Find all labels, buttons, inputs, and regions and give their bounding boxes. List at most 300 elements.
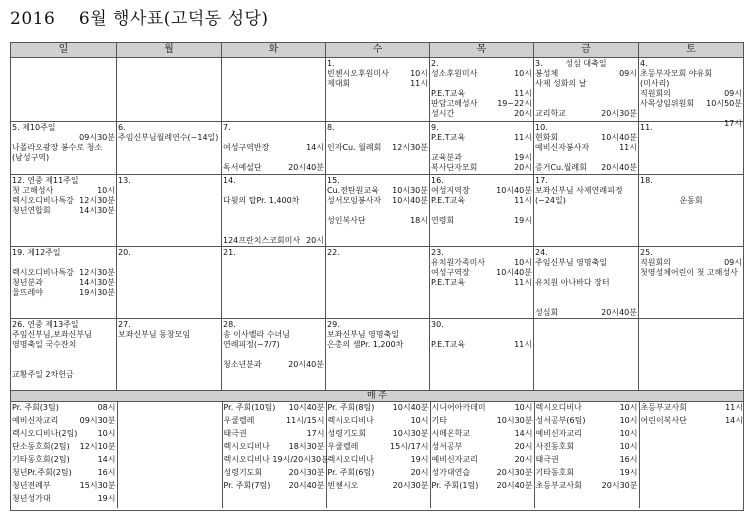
event-text: 19. 제12주일 [12, 248, 61, 258]
weekly-event-text: 청년전례부 [12, 480, 51, 490]
event-text: Cu.전탄원교육 [327, 186, 379, 196]
event-line [12, 248, 115, 258]
day-cell [11, 175, 117, 247]
event-text: 빈첸시오후원미사 [327, 69, 389, 78]
event-text: P.E.T교육 [431, 278, 466, 288]
weekly-event-text: 기타동호회 [535, 467, 575, 477]
event-line [431, 268, 532, 278]
event-text: 청소년분과 [223, 359, 262, 369]
weekly-event-time: 18시30분 [288, 441, 325, 451]
week-row [11, 247, 744, 319]
weekly-event-text: 어린이복사단 [640, 415, 687, 425]
event-time: 11시 [514, 132, 532, 142]
weekly-event-line [12, 494, 116, 504]
weekly-event-time: 12시10분 [79, 441, 116, 451]
weekly-event-line [536, 468, 638, 478]
weekday-thu: 목 [430, 43, 534, 58]
event-text: 성서모임봉사자 [327, 196, 382, 206]
weekly-event-line [224, 442, 325, 452]
event-line [535, 79, 637, 89]
weekly-event-line [432, 481, 533, 491]
event-line [431, 176, 532, 186]
event-text: 보좌신부님 동창모임 [118, 329, 191, 339]
event-text: P.E.T교육 [431, 196, 466, 206]
event-line [431, 89, 532, 99]
event-line [431, 216, 532, 226]
weekly-event-line [432, 442, 533, 452]
event-line [118, 330, 220, 340]
week-row [11, 318, 744, 390]
event-line [535, 163, 637, 173]
event-time: 09시 [724, 258, 742, 268]
calendar-table [10, 42, 744, 511]
weekly-event-line [12, 416, 116, 426]
weekly-event-text: 기타동호회(2팀) [12, 454, 70, 464]
weekly-event-text: 우쿨렐레 [327, 441, 359, 451]
weekly-event-line [536, 442, 638, 452]
event-line [327, 176, 428, 186]
weekly-event-line [432, 468, 533, 478]
weekly-event-time: 10시 [619, 441, 638, 451]
weekly-event-text: Pr. 주회(7팀) [223, 480, 271, 490]
weekly-cell [534, 402, 639, 508]
day-cell [326, 247, 430, 319]
weekly-event-line [536, 403, 638, 413]
event-line [223, 330, 324, 340]
weekly-event-time: 16시 [619, 454, 638, 464]
weekly-event-text: 렉시오디비나 [535, 402, 582, 412]
event-time: 17시 [724, 119, 742, 128]
weekly-event-line [328, 442, 429, 452]
weekly-event-line [536, 481, 638, 491]
weekly-event-line [223, 454, 329, 465]
event-line [12, 133, 115, 143]
weekday-mon: 월 [117, 43, 222, 58]
weekly-event-line [536, 416, 638, 426]
weekly-event-time: 10시 [514, 402, 533, 412]
day-cell [117, 175, 222, 247]
event-time: 10시 [514, 258, 532, 268]
event-line [640, 59, 742, 69]
event-text: 여성지역장 [431, 186, 470, 196]
event-line [12, 186, 115, 196]
weekly-event-text: 예비신자교리 [535, 428, 582, 438]
event-text: 교리학교 [535, 109, 566, 118]
event-line [535, 109, 637, 119]
event-line [640, 99, 742, 109]
event-line [431, 258, 532, 268]
day-cell [430, 175, 534, 247]
weekly-event-line [12, 481, 116, 491]
event-time: 14시30분 [79, 206, 115, 216]
weekly-event-line [536, 429, 638, 439]
event-line [12, 288, 115, 298]
event-text: 20. [118, 248, 131, 258]
event-line [12, 123, 115, 133]
weekly-event-line [224, 481, 325, 491]
day-cell [117, 58, 222, 122]
event-line [327, 186, 428, 196]
event-line [640, 123, 742, 133]
event-text: 청년분과 [12, 278, 43, 288]
event-time: 20시30분 [601, 109, 637, 118]
event-line [223, 196, 324, 206]
day-cell [11, 121, 117, 175]
weekly-event-line [12, 442, 116, 452]
weekly-event-text: 청년성가대 [12, 493, 51, 503]
event-time: 19시 [514, 152, 532, 162]
event-time: 20시 [514, 162, 532, 172]
event-text: 주임신부님 영명축일 [535, 258, 608, 268]
event-text: 4. [640, 59, 648, 68]
event-time: 10시40분 [392, 196, 428, 206]
weekly-event-time: 19시 [619, 467, 638, 477]
weekly-event-time: 15시/17시 [389, 441, 429, 451]
event-line [118, 176, 220, 186]
event-text: 주임신부님,보좌신부님 [12, 329, 92, 339]
weekly-event-line [536, 455, 638, 465]
weekly-event-text: 렉시오디비나 [327, 415, 374, 425]
event-line [223, 360, 324, 370]
weekly-event-line [224, 468, 325, 478]
event-text: 독서예설단 [223, 162, 262, 172]
weekly-event-time: 14시 [97, 454, 116, 464]
event-text: 여성구역반장 [223, 142, 270, 152]
day-cell [430, 318, 534, 390]
weekly-event-time: 15시30분 [79, 480, 116, 490]
event-text: 12. 연중 제11주일 [12, 176, 79, 186]
weekly-event-text: 빈첸시오 [327, 480, 359, 490]
event-text: 연령회 [431, 216, 455, 226]
event-text: 보좌신부님 영명축일 [327, 329, 400, 339]
weekly-event-time: 20시30분 [288, 467, 325, 477]
event-text: 복사단자모회 [431, 162, 478, 172]
weekly-event-text: 렉시오디비나 19시/20시30분 [223, 454, 329, 464]
event-text: 7. [223, 122, 231, 132]
event-text: 직원회의 [640, 89, 671, 98]
event-text: 18. [640, 176, 653, 186]
event-time: 14시 [306, 142, 324, 152]
event-line [431, 340, 532, 350]
weekly-event-text: 시니어아카데미 [431, 402, 486, 412]
event-time: 19시 [514, 216, 532, 226]
weekly-event-text: 태극권 [223, 428, 247, 438]
event-text: 인자Cu. 월례회 [327, 142, 382, 152]
weekly-event-line [12, 403, 116, 413]
event-line [223, 123, 324, 133]
event-line [223, 163, 324, 173]
event-line [327, 79, 428, 89]
event-text: 1. [327, 59, 335, 68]
weekly-event-time: 10시40분 [392, 402, 429, 412]
event-text: 15. [327, 176, 340, 186]
event-line [12, 340, 115, 350]
weekly-event-line [328, 481, 429, 491]
event-text: 초등부자모회 야유회 [640, 69, 713, 78]
event-text: 교육분과 [431, 152, 462, 162]
weekly-event-line [328, 403, 429, 413]
event-text: 9. [431, 122, 439, 132]
event-text: 14. [223, 176, 236, 186]
event-line [118, 133, 220, 143]
event-line [327, 320, 428, 330]
event-title: 운동회 [679, 196, 703, 206]
event-line [12, 370, 115, 380]
event-text: 2. [431, 59, 439, 68]
weekly-event-line [641, 416, 744, 426]
event-text: 유치원 아나바다 장터 [535, 278, 610, 288]
weekly-event-time: 20시 [410, 467, 429, 477]
weekly-event-text: 초등부교사회 [535, 480, 582, 490]
event-text: 성심회 [535, 308, 559, 318]
weekly-row [11, 390, 744, 510]
event-text: 교황주일 2차헌금 [12, 369, 74, 379]
weekly-cell [117, 402, 222, 508]
event-time: 10시40분 [496, 186, 532, 196]
weekly-event-time: 10시40분 [288, 402, 325, 412]
day-cell [639, 247, 744, 319]
weekly-event-time: 10시 [619, 402, 638, 412]
event-text: 제대회 [327, 79, 351, 88]
weekly-event-text: Pr. 주회(1팀) [431, 480, 479, 490]
event-text: 직원회의 [640, 258, 671, 268]
event-line [327, 69, 428, 79]
weekly-event-time: 19시 [410, 454, 429, 464]
weekly-event-text: 성가대연습 [431, 467, 471, 477]
weekday-header-row [11, 43, 744, 58]
day-cell [326, 175, 430, 247]
weekly-event-text: 성령기도회 [223, 467, 263, 477]
event-time: 18시 [410, 216, 428, 226]
weekly-event-text: 예비신자교리 [431, 454, 478, 464]
event-line [431, 153, 532, 163]
event-text: 은총의 샘Pr. 1,200차 [327, 339, 404, 349]
weekly-cell [639, 402, 744, 508]
event-text: 증거Cu.월례회 [535, 162, 587, 172]
weekly-event-time: 08시 [97, 402, 116, 412]
event-line [535, 258, 637, 268]
day-cell [222, 247, 326, 319]
event-text: 10. [535, 122, 548, 132]
day-cell [222, 318, 326, 390]
event-line [431, 59, 532, 69]
event-text: 렉시오디비나특강 [12, 268, 74, 278]
event-time: 19~22시 [497, 99, 532, 108]
day-cell [117, 318, 222, 390]
event-text: 27. [118, 319, 131, 329]
event-line [535, 278, 637, 288]
event-line [431, 278, 532, 288]
event-text: 사제 성화의 날 [535, 79, 587, 88]
day-cell [222, 58, 326, 122]
day-cell [222, 175, 326, 247]
event-line [640, 258, 742, 268]
weekly-event-time: 10시 [97, 428, 116, 438]
weekly-event-line [224, 429, 325, 439]
event-text: 25. [640, 248, 653, 258]
day-cell [534, 121, 639, 175]
event-text: 24. [535, 248, 548, 258]
event-line [223, 236, 324, 246]
weekday-sun: 일 [11, 43, 117, 58]
event-text: 청년연합회 [12, 206, 51, 216]
event-time: 20시40분 [601, 162, 637, 172]
event-text: 보좌신부님 사제연례피정 [535, 186, 623, 196]
weekly-event-line [432, 416, 533, 426]
weekly-event-text: 렉시오디비나 [223, 441, 270, 451]
weekly-event-line [224, 416, 325, 426]
weekly-event-text: 초등부교사회 [640, 402, 687, 412]
event-text: P.E.T교육 [431, 89, 466, 98]
event-text: 8. [327, 122, 335, 132]
event-line [118, 248, 220, 258]
event-text: 현화회 [535, 132, 559, 142]
weekly-event-time: 20시 [514, 454, 533, 464]
event-text: 23. [431, 248, 444, 258]
event-text: 렉시오디비나특강 [12, 196, 74, 206]
weekly-header: 매 주 [11, 391, 743, 402]
event-title: 성심 대축일 [565, 59, 607, 68]
event-line [535, 59, 637, 69]
event-line [535, 308, 637, 318]
event-text: 11. [640, 122, 653, 132]
event-line [535, 176, 637, 186]
day-cell [11, 247, 117, 319]
event-line [327, 216, 428, 226]
day-cell [639, 318, 744, 390]
event-text: 26. 연중 제13주일 [12, 319, 79, 329]
weekly-event-line [328, 455, 429, 465]
weekly-event-time: 20시40분 [288, 480, 325, 490]
weekday-sat: 토 [639, 43, 744, 58]
event-text: 5. 제10주일 [12, 122, 56, 132]
week-row [11, 121, 744, 175]
event-line [12, 143, 115, 153]
weekly-event-time: 10시30분 [392, 428, 429, 438]
event-text: 22. [327, 248, 340, 258]
weekly-event-text: 시메온학교 [431, 428, 471, 438]
event-line [12, 153, 115, 163]
weekly-event-time: 20시40분 [496, 480, 533, 490]
event-line [12, 320, 115, 330]
weekday-tue: 화 [222, 43, 326, 58]
weekly-event-line [328, 416, 429, 426]
event-line [327, 59, 428, 69]
event-text: 연례피정(~7/7) [223, 339, 280, 349]
event-line [535, 143, 637, 153]
event-time: 12시30분 [392, 142, 428, 152]
weekly-cell [326, 402, 430, 508]
event-text: 주임신부님월례연수(~14일) [118, 132, 219, 142]
event-time: 10시50분 [706, 99, 742, 108]
event-time: 20시40분 [601, 308, 637, 318]
event-text: 성인복사단 [327, 216, 366, 226]
weekly-cell [11, 402, 117, 508]
event-time: 11시 [619, 142, 637, 152]
event-time: 10시 [514, 69, 532, 78]
event-line [640, 196, 742, 206]
event-text: 성시간 [431, 109, 455, 118]
weekly-event-text: 사진동호회 [535, 441, 575, 451]
event-line [640, 79, 742, 89]
day-cell [11, 318, 117, 390]
weekly-event-time: 14시 [514, 428, 533, 438]
event-line [118, 123, 220, 133]
weekly-event-text: 성서공부(6팀) [535, 415, 586, 425]
weekly-event-time: 19시 [97, 493, 116, 503]
weekly-event-text: 예비신자교리 [12, 415, 59, 425]
event-time: 20시40분 [288, 359, 324, 369]
event-line [118, 320, 220, 330]
event-line [431, 163, 532, 173]
weekly-event-line [641, 403, 744, 413]
event-text: (~24일) [535, 196, 566, 206]
event-text: (미사리) [640, 79, 670, 88]
event-line [431, 109, 532, 119]
event-text: 나폴라오광장 봉수로 청소 [12, 142, 103, 152]
event-line [431, 186, 532, 196]
event-time: 09시 [724, 89, 742, 98]
event-line [431, 99, 532, 109]
event-line [431, 69, 532, 79]
event-time: 10시40분 [496, 268, 532, 278]
weekly-event-text: 성서공부 [431, 441, 463, 451]
weekly-event-text: Pr. 주회(10팀) [223, 402, 276, 412]
day-cell [430, 58, 534, 122]
event-line [431, 133, 532, 143]
event-line [327, 340, 428, 350]
event-line [640, 176, 742, 186]
event-time: 10시 [97, 186, 115, 196]
event-text: 여성구역장 [431, 268, 470, 278]
weekly-event-text: 기타 [431, 415, 447, 425]
event-text: 124프란치스코회미사 [223, 236, 301, 246]
page-title: 2016 6월 행사표(고덕동 성당) [10, 9, 269, 29]
event-time: 20시 [306, 236, 324, 246]
weekly-event-text: Pr. 주회(3팀) [12, 402, 59, 412]
weekly-cell [222, 402, 329, 508]
event-time: 11시 [514, 339, 532, 349]
event-line [12, 206, 115, 216]
week-row [11, 58, 744, 122]
event-time: 12시30분 [79, 268, 115, 278]
weekly-event-time: 17시 [306, 428, 325, 438]
day-cell [117, 247, 222, 319]
weekly-event-line [432, 455, 533, 465]
weekly-event-time: 20시 [514, 441, 533, 451]
weekly-event-text: 청년Pr.주회(2팀) [12, 467, 72, 477]
weekly-event-line [432, 403, 533, 413]
event-line [223, 176, 324, 186]
event-line [12, 330, 115, 340]
event-text: 첫영성체어린이 첫 고해성사 [640, 268, 738, 278]
event-line [327, 248, 428, 258]
weekly-event-time: 16시 [97, 467, 116, 477]
weekly-event-line [12, 455, 116, 465]
weekly-event-text: Pr. 주회(8팀) [327, 402, 375, 412]
weekly-event-time: 20시30분 [392, 480, 429, 490]
event-line [223, 320, 324, 330]
weekly-event-time: 09시30분 [79, 415, 116, 425]
weekday-fri: 금 [534, 43, 639, 58]
day-cell [326, 121, 430, 175]
weekly-event-time: 11시 [725, 402, 743, 412]
day-cell [222, 121, 326, 175]
event-text: 울뜨레야 [12, 288, 43, 298]
event-line [535, 248, 637, 258]
day-cell [430, 247, 534, 319]
weekly-event-time: 20시30분 [601, 480, 638, 490]
